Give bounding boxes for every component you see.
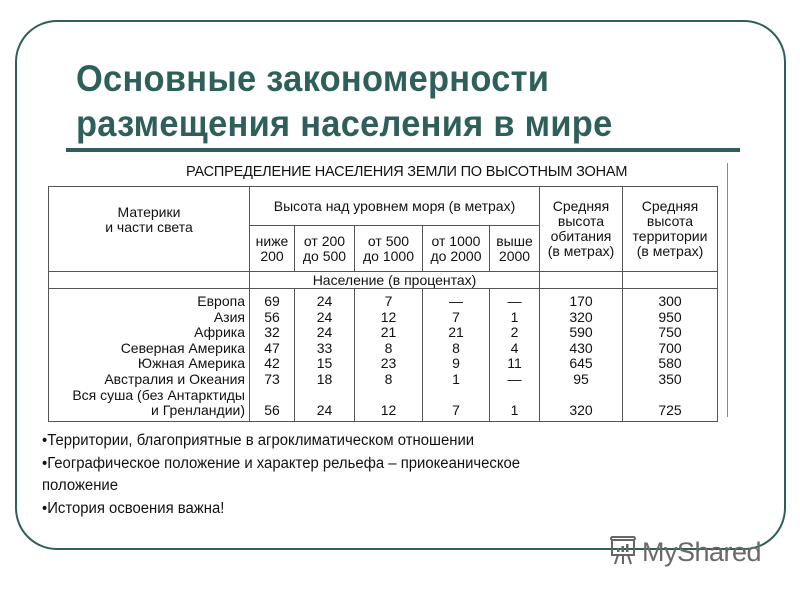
cell: 645 xyxy=(569,355,593,372)
cell: 700 xyxy=(658,339,682,356)
cell-spacer xyxy=(623,388,717,404)
header-height-group: Высота над уровнем моря (в метрах) xyxy=(250,187,540,226)
cell: 8 xyxy=(384,339,393,356)
hdr-hab-3: обитания xyxy=(550,228,612,244)
cell: 4 xyxy=(510,339,519,356)
unit-row-empty xyxy=(49,272,250,289)
region-africa: Африка xyxy=(194,324,245,341)
cell: 430 xyxy=(569,339,593,356)
bullet-item-continuation: положение xyxy=(42,477,119,494)
cell: 21 xyxy=(380,324,397,341)
cell: 320 xyxy=(569,308,593,325)
cell: 32 xyxy=(264,324,280,341)
region-all-land-line2: и Гренландии) xyxy=(151,402,245,419)
region-all-land-line1: Вся суша (без Антарктиды xyxy=(72,386,245,403)
sub2-l2: до 1000 xyxy=(363,247,414,264)
sub3-l1: от 1000 xyxy=(431,232,481,249)
col-500-1000 xyxy=(355,289,423,422)
sub4-l2: 2000 xyxy=(498,247,531,264)
sub2-l1: от 500 xyxy=(367,232,410,249)
hdr-hab-4: (в метрах) xyxy=(547,243,615,259)
cell: 1 xyxy=(510,402,519,419)
region-south-america: Южная Америка xyxy=(137,355,245,372)
region-north-america: Северная Америка xyxy=(120,339,245,356)
region-australia-oceania: Австралия и Океания xyxy=(104,370,245,387)
watermark-text: MyShared xyxy=(642,537,762,567)
cell: 24 xyxy=(316,324,333,341)
cell: 9 xyxy=(452,355,460,372)
cell: 95 xyxy=(573,370,589,387)
cell: 21 xyxy=(448,324,464,341)
population-altitude-table xyxy=(48,186,718,422)
sub0-l2: 200 xyxy=(260,247,284,264)
hdr-ter-1: Средняя xyxy=(641,198,699,214)
hdr-hab-1: Средняя xyxy=(552,198,610,214)
sub4-l1: выше xyxy=(496,232,533,249)
hdr-ter-2: высота xyxy=(646,213,694,229)
cell: 590 xyxy=(569,324,593,341)
cell: 7 xyxy=(452,402,460,419)
subheader-above-2000 xyxy=(490,226,540,272)
presentation-board-icon xyxy=(608,533,638,572)
col-avg-territory xyxy=(623,289,718,422)
col-200-500 xyxy=(295,289,355,422)
unit-row-empty-ter xyxy=(623,272,718,289)
region-asia: Азия xyxy=(213,308,245,325)
cell: 11 xyxy=(507,355,522,372)
header-regions-line2: и части света xyxy=(105,219,193,235)
hdr-ter-4: (в метрах) xyxy=(636,243,704,259)
bullet-item: •Географическое положение и характер рельефа – приокеаническое xyxy=(42,454,521,472)
cell: 24 xyxy=(316,293,333,309)
cell: 69 xyxy=(264,293,280,309)
cell: 23 xyxy=(380,355,397,372)
cell: 56 xyxy=(264,402,280,419)
cell: — xyxy=(507,293,522,309)
title-line-2: размещения населения в мире xyxy=(76,103,613,144)
cell: 8 xyxy=(452,339,460,356)
region-labels xyxy=(49,289,250,422)
cell: 42 xyxy=(264,355,280,372)
cell: 320 xyxy=(569,402,593,419)
cell-spacer xyxy=(355,388,422,404)
cell: 56 xyxy=(264,308,280,325)
cell: 750 xyxy=(658,324,682,341)
cell: 12 xyxy=(380,402,397,419)
cell: 2 xyxy=(510,324,519,341)
cell-spacer xyxy=(423,388,489,404)
cell: 12 xyxy=(380,308,397,325)
header-avg-habitation xyxy=(540,187,623,272)
cell: 24 xyxy=(316,402,333,419)
cell: 170 xyxy=(569,293,593,309)
bullet-item: •История освоения важна! xyxy=(42,499,225,517)
cell: 725 xyxy=(658,402,682,419)
hdr-ter-3: территории xyxy=(632,228,708,244)
cell: 300 xyxy=(658,293,682,309)
cell: 350 xyxy=(658,370,682,387)
cell: — xyxy=(507,370,522,387)
cell: 24 xyxy=(316,308,333,325)
cell: 580 xyxy=(658,355,682,372)
slide-title xyxy=(76,56,612,146)
sub1-l1: от 200 xyxy=(303,232,346,249)
header-avg-territory xyxy=(623,187,718,272)
subheader-500-1000 xyxy=(355,226,423,272)
bullet-list xyxy=(42,430,695,520)
col-1000-2000 xyxy=(423,289,490,422)
sub1-l2: до 500 xyxy=(302,247,347,264)
col-above-2000 xyxy=(490,289,540,422)
cell: 1 xyxy=(510,308,519,325)
cell: 8 xyxy=(384,370,393,387)
cell: 15 xyxy=(316,355,333,372)
cell: 18 xyxy=(316,370,333,387)
cell: — xyxy=(449,293,463,309)
cell-spacer xyxy=(295,388,354,404)
table-caption: РАСПРЕДЕЛЕНИЕ НАСЕЛЕНИЯ ЗЕМЛИ ПО ВЫСОТНЫМ ЗОНАМ xyxy=(186,164,628,180)
title-underline xyxy=(66,148,740,152)
cell-spacer xyxy=(250,388,294,404)
cell-spacer xyxy=(490,388,539,404)
header-regions-line1: Материки xyxy=(117,204,181,220)
bullet-item: •Территории, благоприятные в агроклиматическом отношении xyxy=(42,432,475,449)
col-below-200 xyxy=(250,289,295,422)
col-avg-habitation xyxy=(540,289,623,422)
hdr-hab-2: высота xyxy=(557,213,605,229)
cell: 1 xyxy=(452,370,460,387)
population-unit-label: Население (в процентах) xyxy=(250,272,540,289)
cell: 7 xyxy=(452,308,460,325)
cell: 7 xyxy=(384,293,393,309)
watermark xyxy=(608,533,761,572)
unit-row-empty-hab xyxy=(540,272,623,289)
title-line-1: Основные закономерности xyxy=(76,58,550,99)
cell: 33 xyxy=(316,339,333,356)
subheader-below-200 xyxy=(250,226,295,272)
region-europe: Европа xyxy=(197,293,245,309)
cell: 950 xyxy=(658,308,682,325)
cell-spacer xyxy=(540,388,622,404)
side-divider xyxy=(727,163,728,417)
sub0-l1: ниже xyxy=(255,232,289,249)
sub3-l2: до 2000 xyxy=(430,247,482,264)
cell: 73 xyxy=(264,370,280,387)
header-regions xyxy=(49,187,250,272)
subheader-1000-2000 xyxy=(423,226,490,272)
cell: 47 xyxy=(264,339,280,356)
subheader-200-500 xyxy=(295,226,355,272)
